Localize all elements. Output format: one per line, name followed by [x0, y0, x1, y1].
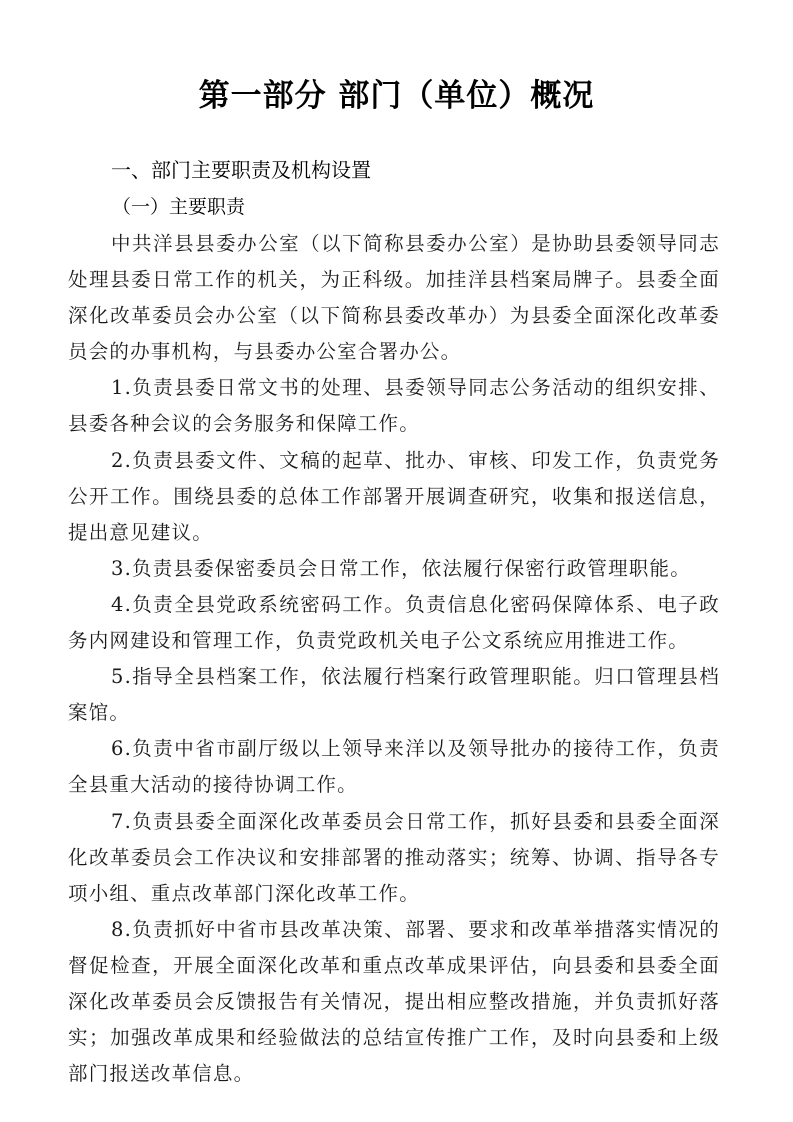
- duty-item-3: 3.负责县委保密委员会日常工作，依法履行保密行政管理职能。: [111, 556, 691, 580]
- section-heading: 一、部门主要职责及机构设置: [111, 158, 371, 182]
- duty-item-1: 1.负责县委日常文书的处理、县委领导同志公务活动的组织安排、县委各种会议的会务服务和保障工作。: [68, 376, 720, 436]
- duty-item-2: 2.负责县委文件、文稿的起草、批办、审核、印发工作，负责党务公开工作。围绕县委的总体工作部署开展调查研究，收集和报送信息，提出意见建议。: [68, 448, 720, 544]
- duty-item-7: 7.负责县委全面深化改革委员会日常工作，抓好县委和县委全面深化改革委员会工作决议和安排部署的推动落实；统筹、协调、指导各专项小组、重点改革部门深化改革工作。: [68, 809, 720, 905]
- duty-item-5: 5.指导全县档案工作，依法履行档案行政管理职能。归口管理县档案馆。: [68, 665, 720, 725]
- duty-item-4: 4.负责全县党政系统密码工作。负责信息化密码保障体系、电子政务内网建设和管理工作，负责党政机关电子公文系统应用推进工作。: [68, 592, 720, 653]
- duty-item-8: 8.负责抓好中省市县改革决策、部署、要求和改革举措落实情况的督促检查，开展全面深化改革和重点改革成果评估，向县委和县委全面深化改革委员会反馈报告有关情况，提出相应整改措施，并负责抓好落实；加强改革成果和经验做法的总结宣传推广工作，及时向县委和上级部门报送改革信息。: [68, 917, 720, 1086]
- document-body: [68, 226, 720, 1092]
- intro-paragraph: 中共洋县县委办公室（以下简称县委办公室）是协助县委领导同志处理县委日常工作的机关，为正科级。加挂洋县档案局牌子。县委全面深化改革委员会办公室（以下简称县委改革办）为县委全面深化改革委员会的办事机构，与县委办公室合署办公。: [68, 232, 720, 364]
- subsection-heading: （一）主要职责: [112, 196, 246, 218]
- duty-item-6: 6.负责中省市副厅级以上领导来洋以及领导批办的接待工作，负责全县重大活动的接待协调工作。: [68, 737, 720, 797]
- page-title: 第一部分 部门（单位）概况: [198, 78, 595, 114]
